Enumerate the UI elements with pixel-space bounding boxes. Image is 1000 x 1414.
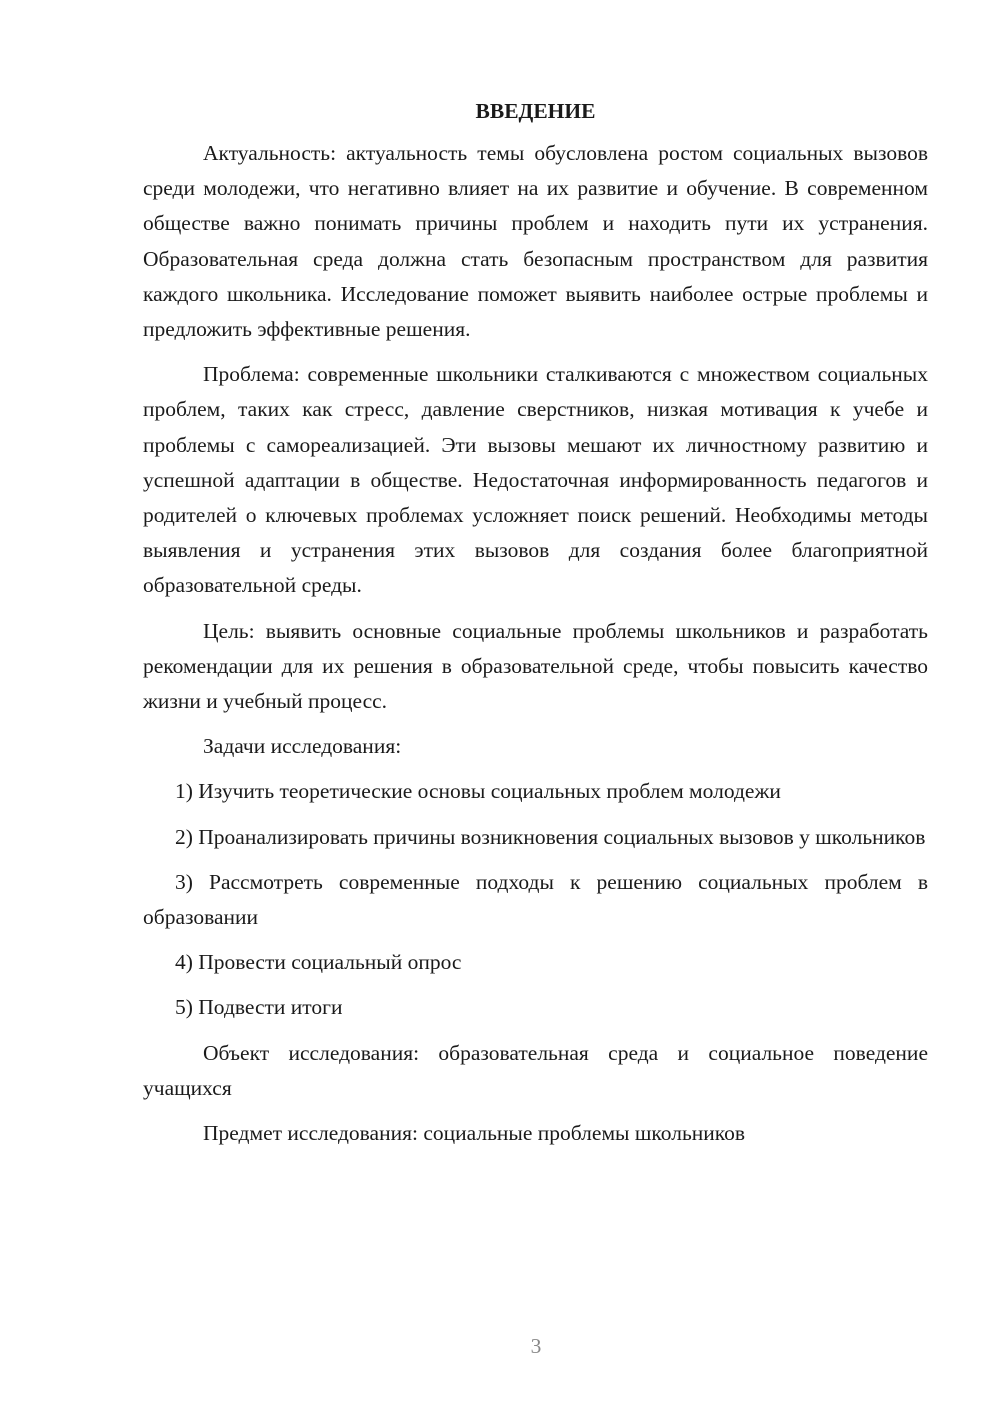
page-title: ВВЕДЕНИЕ [475,99,596,123]
subject-paragraph: Предмет исследования: социальные проблемы школьников [203,1121,746,1146]
page-number: 3 [530,1334,542,1358]
object-paragraph: Объект исследования: образовательная среда и социальное поведение учащихся [143,1040,928,1100]
task-item-4: 4) Провести социальный опрос [175,950,462,975]
task-item-1: 1) Изучить теоретические основы социальных проблем молодежи [175,779,781,804]
task-item-3: 3) Рассмотреть современные подходы к решению социальных проблем в образовании [143,869,928,930]
problem-paragraph: Проблема: современные школьники сталкиваются с множеством социальных проблем, таких как стресс, давление сверстников, низкая мотивация к учебе и проблемы с самореализацией. Эти вызовы мешают их личностному развитию и успешной адаптации в обществе. Недостаточная информированность педагогов и родителей о ключевых проблемах усложняет поиск решений. Необходимы методы выявления и устранения этих вызовов для создания более благоприятной образовательной среды. [143,362,928,598]
document-page [143,96,928,1161]
goal-paragraph: Цель: выявить основные социальные проблемы школьников и разработать рекомендации для их решения в образовательной среде, чтобы повысить качество жизни и учебный процесс. [143,618,928,714]
relevance-paragraph: Актуальность: актуальность темы обусловлена ростом социальных вызовов среди молодежи, что негативно влияет на их развитие и обучение. В современном обществе важно понимать причины проблем и находить пути их устранения. Образовательная среда должна стать безопасным пространством для развития каждого школьника. Исследование поможет выявить наиболее острые проблемы и предложить эффективные решения. [143,141,928,342]
task-item-5: 5) Подвести итоги [175,995,343,1020]
task-item-2: 2) Проанализировать причины возникновения социальных вызовов у школьников [175,824,926,849]
tasks-heading: Задачи исследования: [203,734,402,759]
